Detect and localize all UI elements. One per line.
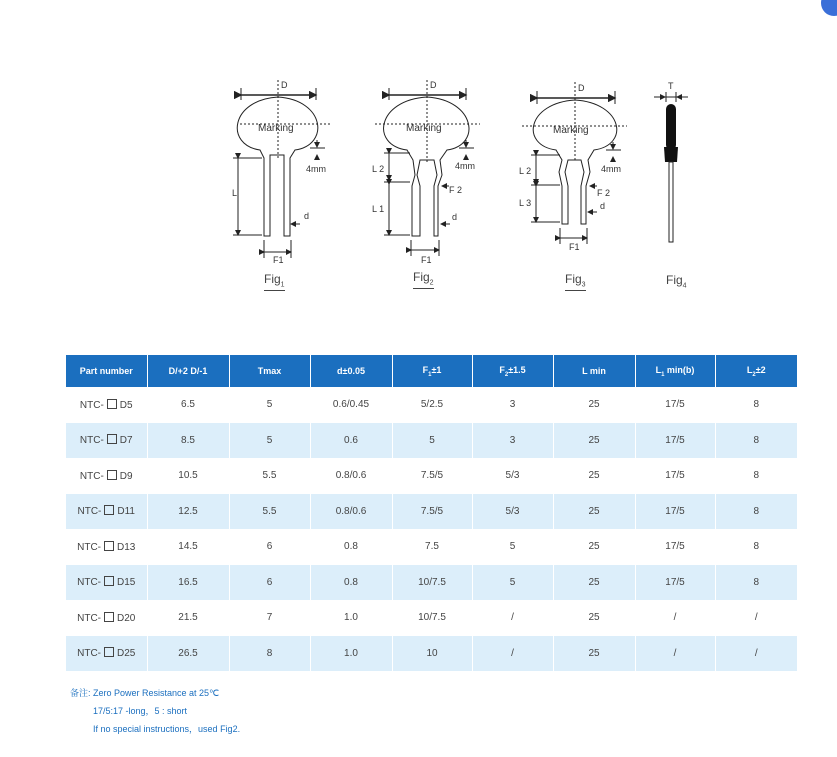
header-wire-diameter-text: d±0.05 xyxy=(337,366,365,376)
table-cell: 10/7.5 xyxy=(392,565,472,601)
table-cell: 5 xyxy=(229,387,310,423)
part-number-cell xyxy=(66,600,147,636)
part-number-suffix: D15 xyxy=(117,577,136,589)
fig1-d-label: D xyxy=(281,80,288,90)
part-number-prefix: NTC- xyxy=(77,506,102,518)
header-l1-sub: 1 xyxy=(661,371,665,378)
part-number-cell xyxy=(66,423,147,459)
table-cell: 5.5 xyxy=(229,494,310,530)
table-cell: 5 xyxy=(229,423,310,459)
table-cell: 0.6/0.45 xyxy=(310,387,392,423)
table-header-row xyxy=(66,355,797,387)
placeholder-box-icon xyxy=(107,399,117,409)
placeholder-box-icon xyxy=(104,612,114,622)
placeholder-box-icon xyxy=(104,541,114,551)
fig2-l2-label: L 2 xyxy=(372,164,385,174)
table-cell: 6 xyxy=(229,529,310,565)
table-cell: 8 xyxy=(715,458,797,494)
placeholder-box-icon xyxy=(104,505,114,515)
table-cell: 0.6 xyxy=(310,423,392,459)
table-cell: 21.5 xyxy=(147,600,229,636)
table-cell: 25 xyxy=(553,600,635,636)
table-cell: / xyxy=(715,636,797,672)
header-l1-pre: L xyxy=(655,364,662,375)
fig1-caption-sub: 1 xyxy=(280,281,285,289)
part-number-cell xyxy=(66,494,147,530)
part-number-prefix: NTC- xyxy=(79,399,104,411)
fig1-f1-label: F1 xyxy=(273,255,284,265)
table-cell: 14.5 xyxy=(147,529,229,565)
part-number-prefix: NTC- xyxy=(77,648,102,660)
fig3-f2-label: F 2 xyxy=(597,188,611,198)
part-number-suffix: D9 xyxy=(119,470,133,482)
header-f2-post: ±1.5 xyxy=(508,364,526,375)
header-wire-diameter xyxy=(310,355,392,387)
header-part-number-text: Part number xyxy=(79,366,133,376)
fig1-l-label: L xyxy=(232,188,238,198)
fig2-caption xyxy=(413,270,434,289)
table-cell: 17/5 xyxy=(635,458,715,494)
fig4-caption-sub: 4 xyxy=(682,282,687,290)
header-tmax xyxy=(229,355,310,387)
header-l1-post: min(b) xyxy=(664,364,695,375)
table-cell: 0.8/0.6 xyxy=(310,494,392,530)
table-row xyxy=(66,494,797,530)
fig3-marking-label: Marking xyxy=(553,125,589,136)
table-cell: 17/5 xyxy=(635,423,715,459)
part-number-suffix: D13 xyxy=(117,541,136,553)
fig4-t-label: T xyxy=(668,81,674,91)
table-cell: 26.5 xyxy=(147,636,229,672)
fig3-caption-sub: 3 xyxy=(581,281,586,289)
header-part-number xyxy=(66,355,147,387)
table-cell: / xyxy=(472,600,553,636)
part-number-suffix: D7 xyxy=(119,435,133,447)
fig2-f1-label: F1 xyxy=(421,255,432,265)
table-cell: 1.0 xyxy=(310,636,392,672)
placeholder-box-icon xyxy=(104,576,114,586)
fig2-caption-text: Fig xyxy=(413,270,430,284)
part-number-suffix: D25 xyxy=(117,648,136,660)
header-l1-min xyxy=(635,355,715,387)
part-number-prefix: NTC- xyxy=(79,435,104,447)
fig3-caption-text: Fig xyxy=(565,272,582,286)
fig2-l1-label: L 1 xyxy=(372,204,385,214)
table-cell: 0.8 xyxy=(310,565,392,601)
table-cell: 5.5 xyxy=(229,458,310,494)
table-cell: 25 xyxy=(553,565,635,601)
fig1-caption xyxy=(264,272,285,291)
fig1-4mm-label: 4mm xyxy=(306,164,326,174)
header-f1-sub: 1 xyxy=(428,371,432,378)
header-l2-pre: L xyxy=(746,364,753,375)
table-cell: 5/3 xyxy=(472,494,553,530)
fig1-d-wire-label: d xyxy=(304,211,310,221)
table-cell: 8.5 xyxy=(147,423,229,459)
table-cell: 6.5 xyxy=(147,387,229,423)
fig2-marking-label: Marking xyxy=(406,123,442,134)
table-cell: 25 xyxy=(553,636,635,672)
fig2-caption-sub: 2 xyxy=(429,279,434,287)
table-cell: 25 xyxy=(553,423,635,459)
table-cell: 7 xyxy=(229,600,310,636)
table-cell: 5/3 xyxy=(472,458,553,494)
table-cell: 12.5 xyxy=(147,494,229,530)
table-cell: 7.5 xyxy=(392,529,472,565)
fig3-caption xyxy=(565,272,586,291)
figures-area xyxy=(0,0,837,320)
fig4-drawing xyxy=(654,92,688,242)
part-number-suffix: D11 xyxy=(117,506,135,518)
table-cell: 25 xyxy=(553,494,635,530)
table-cell: 8 xyxy=(715,565,797,601)
header-diameter xyxy=(147,355,229,387)
note-line-3: If no special instructions，used Fig2. xyxy=(93,724,241,734)
fig1-caption-text: Fig xyxy=(264,272,281,286)
table-cell: 10/7.5 xyxy=(392,600,472,636)
table-cell: 8 xyxy=(715,494,797,530)
fig1-marking-label: Marking xyxy=(258,123,294,134)
table-cell: 5 xyxy=(472,529,553,565)
fig3-drawing xyxy=(522,82,627,244)
part-number-suffix: D20 xyxy=(117,612,136,624)
table-cell: 17/5 xyxy=(635,494,715,530)
header-f1-pre: F xyxy=(422,364,429,375)
table-cell: 8 xyxy=(715,423,797,459)
table-cell: 17/5 xyxy=(635,565,715,601)
fig3-l3-label: L 3 xyxy=(519,198,532,208)
table-row xyxy=(66,565,797,601)
part-number-prefix: NTC- xyxy=(79,470,104,482)
table-row xyxy=(66,423,797,459)
header-f1-post: ±1 xyxy=(431,364,442,375)
header-f2 xyxy=(472,355,553,387)
table-row xyxy=(66,387,797,423)
table-cell: 3 xyxy=(472,387,553,423)
fig2-4mm-label: 4mm xyxy=(455,161,475,171)
fig3-4mm-label: 4mm xyxy=(601,164,621,174)
table-row xyxy=(66,600,797,636)
table-cell: 8 xyxy=(715,529,797,565)
fig2-d-wire-label: d xyxy=(452,212,458,222)
table-row xyxy=(66,529,797,565)
table-cell: 0.8/0.6 xyxy=(310,458,392,494)
part-number-prefix: NTC- xyxy=(77,541,102,553)
part-number-cell xyxy=(66,387,147,423)
fig2-f2-label: F 2 xyxy=(449,185,463,195)
header-l-min-text: L min xyxy=(582,366,606,376)
table-cell: 17/5 xyxy=(635,529,715,565)
placeholder-box-icon xyxy=(107,434,117,444)
fig4-caption-text: Fig xyxy=(666,273,683,287)
fig3-l2-label: L 2 xyxy=(519,166,532,176)
placeholder-box-icon xyxy=(107,470,117,480)
spec-table xyxy=(66,355,797,671)
table-cell: 5 xyxy=(392,423,472,459)
header-f2-sub: 2 xyxy=(504,371,509,378)
table-cell: / xyxy=(635,636,715,672)
header-l2-post: ±2 xyxy=(755,364,766,375)
table-cell: 7.5/5 xyxy=(392,494,472,530)
fig2-d-label: D xyxy=(430,80,437,90)
part-number-cell xyxy=(66,458,147,494)
table-cell: 17/5 xyxy=(635,387,715,423)
part-number-cell xyxy=(66,529,147,565)
table-cell: 8 xyxy=(715,387,797,423)
table-cell: 5 xyxy=(472,565,553,601)
header-f2-pre: F xyxy=(499,364,505,375)
note-line-2: 17/5:17 -long，5 : short xyxy=(93,706,188,716)
table-body xyxy=(66,387,797,671)
table-cell: 3 xyxy=(472,423,553,459)
table-row xyxy=(66,636,797,672)
table-cell: 16.5 xyxy=(147,565,229,601)
fig4-caption xyxy=(666,273,687,289)
table-cell: / xyxy=(715,600,797,636)
part-number-prefix: NTC- xyxy=(77,612,102,624)
table-cell: 0.8 xyxy=(310,529,392,565)
table-cell: 25 xyxy=(553,458,635,494)
table-cell: 25 xyxy=(553,529,635,565)
header-l-min xyxy=(553,355,635,387)
header-l2 xyxy=(715,355,797,387)
part-number-suffix: D5 xyxy=(119,399,133,411)
table-cell: 5/2.5 xyxy=(392,387,472,423)
table-cell: 6 xyxy=(229,565,310,601)
fig3-d-wire-label: d xyxy=(600,201,606,211)
fig3-d-label: D xyxy=(578,83,585,93)
header-tmax-text: Tmax xyxy=(257,366,282,376)
table-cell: 25 xyxy=(553,387,635,423)
part-number-cell xyxy=(66,636,147,672)
fig3-f1-label: F1 xyxy=(569,242,580,252)
placeholder-box-icon xyxy=(104,647,114,657)
header-diameter-text: D/+2 D/-1 xyxy=(168,366,208,376)
part-number-cell xyxy=(66,565,147,601)
table-row xyxy=(66,458,797,494)
table-cell: 8 xyxy=(229,636,310,672)
header-l2-sub: 2 xyxy=(752,371,756,378)
part-number-prefix: NTC- xyxy=(77,577,102,589)
notes-block xyxy=(70,684,240,738)
table-cell: / xyxy=(635,600,715,636)
table-cell: 10.5 xyxy=(147,458,229,494)
table-cell: 1.0 xyxy=(310,600,392,636)
note-line-1: 备注: Zero Power Resistance at 25℃ xyxy=(70,688,220,698)
table-cell: 7.5/5 xyxy=(392,458,472,494)
table-cell: 10 xyxy=(392,636,472,672)
table-cell: / xyxy=(472,636,553,672)
header-f1 xyxy=(392,355,472,387)
